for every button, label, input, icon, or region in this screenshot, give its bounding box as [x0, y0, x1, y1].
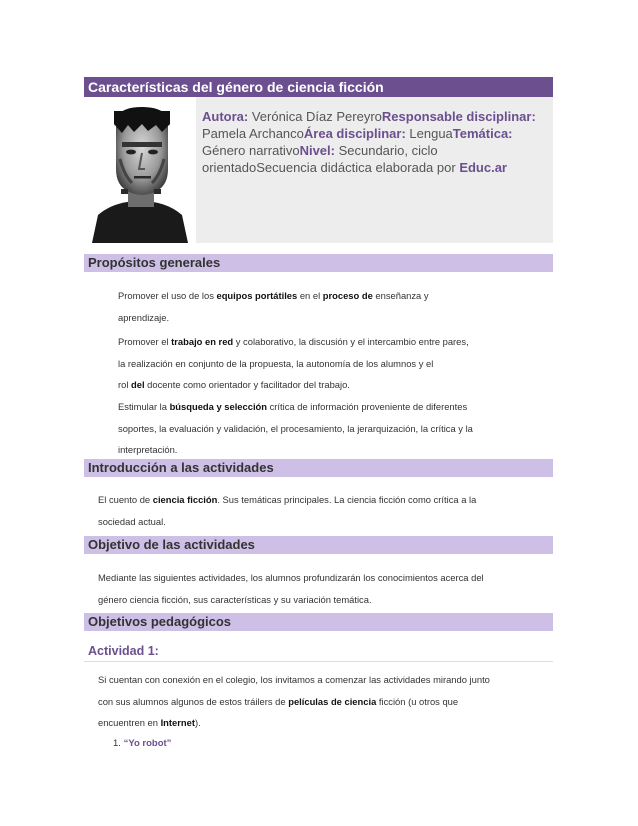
objetivo-text: Mediante las siguientes actividades, los alumnos profundizarán los conocimientos acerca del género ciencia ficción, sus características y su variación temática. — [98, 572, 484, 605]
list-title: “Yo robot” — [123, 738, 172, 749]
educar-link[interactable]: Educ.ar — [459, 160, 507, 175]
author-info-box — [196, 97, 553, 243]
section-heading-objetivo: Objetivo de las actividades — [84, 536, 553, 554]
list-item — [113, 738, 171, 749]
introduccion-text: El cuento de ciencia ficción. Sus temáticas principales. La ciencia ficción como crítica a la sociedad actual. — [98, 494, 477, 527]
area-label: Área disciplinar: — [303, 126, 406, 141]
proposito-2: Promover el trabajo en red y colaborativo, la discusión y el intercambio entre pares, la realización en conjunto de la propuesta, la autonomía de los alumnos y el rol del docente como orientador y facilitador del trabajo. — [118, 336, 469, 390]
responsable-label: Responsable disciplinar: — [381, 109, 536, 124]
list-number: 1. — [113, 738, 121, 749]
secuencia-text: Secuencia didáctica elaborada por — [256, 160, 460, 175]
tematica-value: Género narrativo — [202, 143, 300, 158]
frankenstein-portrait-image — [84, 97, 196, 243]
nivel-value: Secundario, ciclo orientado — [202, 143, 438, 175]
nivel-label: Nivel: — [299, 143, 335, 158]
document-title: Características del género de ciencia ficción — [84, 77, 553, 97]
proposito-3: Estimular la búsqueda y selección crítica de información proveniente de diferentes soportes, la evaluación y validación, el procesamiento, la jerarquización, la crítica y la interpretación. — [118, 401, 473, 455]
tematica-label: Temática: — [452, 126, 513, 141]
actividad-1-heading: Actividad 1: — [84, 644, 553, 662]
area-value: Lengua — [405, 126, 453, 141]
section-heading-pedagogicos: Objetivos pedagógicos — [84, 613, 553, 631]
section-heading-propositos: Propósitos generales — [84, 254, 553, 272]
proposito-1: Promover el uso de los equipos portátiles en el proceso de enseñanza y aprendizaje. — [118, 290, 429, 323]
autora-value: Verónica Díaz Pereyro — [248, 109, 382, 124]
actividad-1-text: Si cuentan con conexión en el colegio, los invitamos a comenzar las actividades mirando junto con sus alumnos algunos de estos tráilers de películas de ciencia ficción (u otros que encuentren en Internet). — [98, 674, 490, 728]
section-heading-introduccion: Introducción a las actividades — [84, 459, 553, 477]
autora-label: Autora: — [202, 109, 249, 124]
responsable-value: Pamela Archanco — [202, 126, 304, 141]
